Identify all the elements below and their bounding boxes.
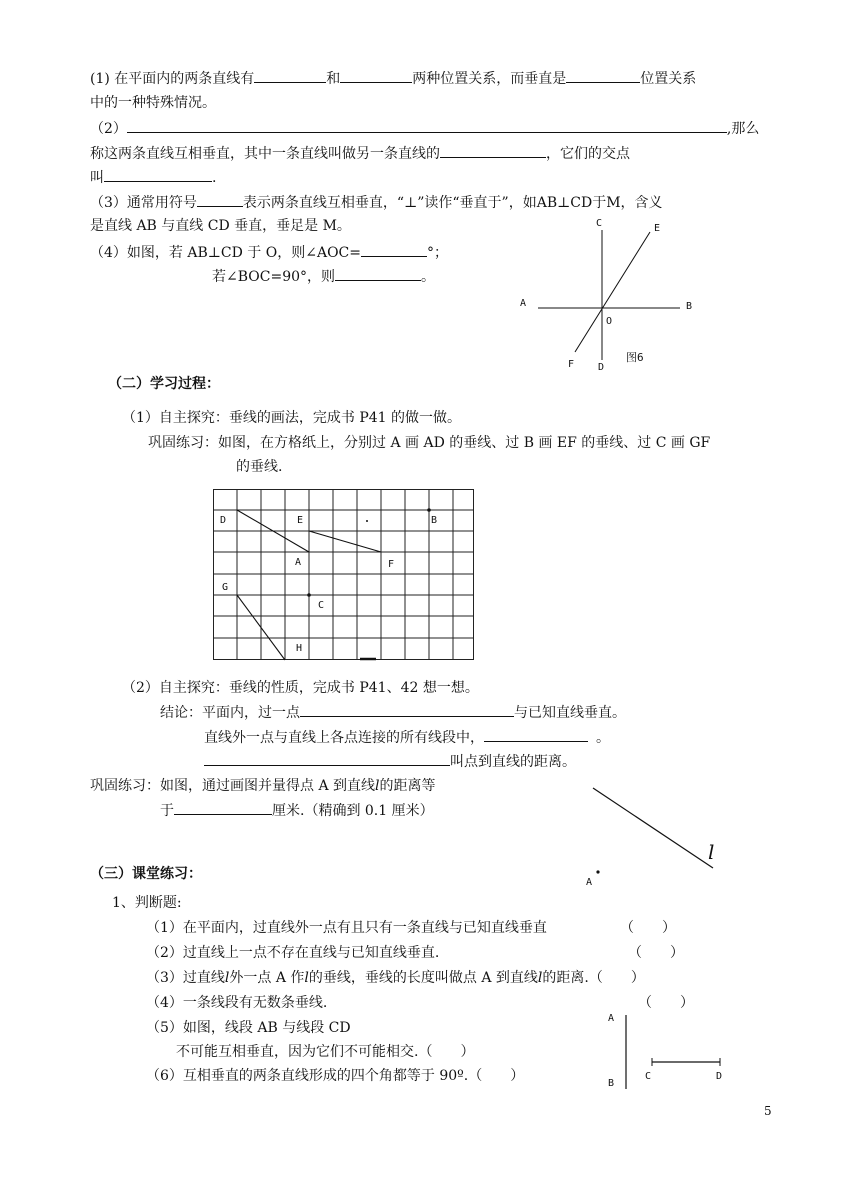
q3-line1 bbox=[90, 192, 663, 213]
q2-text-a: （2） bbox=[90, 121, 127, 137]
j1-text: （1）在平面内，过直线外一点有且只有一条直线与已知直线垂直 bbox=[146, 920, 547, 936]
seg-label-b: B bbox=[608, 1078, 615, 1089]
fig6-label-c: C bbox=[596, 218, 603, 229]
s2-p9-b: 厘米.（精确到 0.1 厘米） bbox=[272, 803, 434, 819]
q1-text-a: (1) 在平面内的两条直线有 bbox=[90, 71, 255, 87]
line-ef bbox=[575, 232, 650, 352]
q2-blank-1[interactable] bbox=[127, 118, 727, 133]
s2-p9 bbox=[160, 800, 434, 821]
q1-blank-1[interactable] bbox=[254, 68, 326, 83]
fig6-label-e: E bbox=[654, 223, 661, 234]
grid-label-a: A bbox=[295, 557, 302, 568]
segment-ef bbox=[309, 531, 381, 552]
s2-p8-l: l bbox=[375, 778, 380, 794]
s2-p5-b: 与已知直线垂直。 bbox=[514, 705, 626, 721]
q2-text-e: 叫 bbox=[90, 170, 104, 186]
seg-label-d: D bbox=[716, 1071, 723, 1082]
q4-text-d: 。 bbox=[421, 269, 436, 285]
s2-p8-b: 的距离等 bbox=[379, 778, 436, 794]
page-number: 5 bbox=[764, 1104, 772, 1118]
s2-p3: 的垂线. bbox=[236, 459, 283, 475]
grid-label-f: F bbox=[388, 559, 395, 570]
q3-text-b: 表示两条直线互相垂直，“⊥”读作“垂直于”，如AB⊥CD于M，含义 bbox=[242, 195, 663, 211]
j4-text: （4）一条线段有无数条垂线. bbox=[146, 995, 328, 1011]
q4-text-a: （4）如图，若 AB⊥CD 于 O，则∠AOC= bbox=[90, 245, 361, 261]
dot-mark bbox=[366, 520, 368, 522]
s2-p7-text: 叫点到直线的距离。 bbox=[450, 754, 576, 770]
j5-b: 不可能互相垂直，因为它们不可能相交. bbox=[176, 1044, 419, 1060]
q1-line1 bbox=[90, 68, 696, 89]
q4-blank-2[interactable] bbox=[335, 266, 421, 281]
q2-line3 bbox=[90, 167, 216, 188]
s2-p6-a: 直线外一点与直线上各点连接的所有线段中， bbox=[204, 730, 484, 746]
s2-p7 bbox=[204, 751, 576, 772]
s2-p4: （2）自主探究：垂线的性质，完成书 P41、42 想一想。 bbox=[122, 680, 479, 696]
j5-answer[interactable]: （ ） bbox=[418, 1044, 475, 1060]
s3-sub: 1、判断题: bbox=[112, 895, 182, 911]
line-l bbox=[593, 788, 713, 868]
q4-line1 bbox=[90, 242, 448, 263]
q2-text-f: . bbox=[212, 170, 217, 186]
j3-l2: l bbox=[304, 970, 309, 986]
j4-answer[interactable]: （ ） bbox=[638, 995, 694, 1011]
s2-p8 bbox=[90, 776, 436, 796]
j1-answer[interactable]: （ ） bbox=[620, 920, 676, 936]
j3-d: 的距离. bbox=[542, 970, 589, 986]
fig6-label-a: A bbox=[520, 298, 527, 309]
s2-p6-b: 。 bbox=[596, 730, 610, 746]
j3-text bbox=[146, 968, 645, 988]
fig6-label-o: O bbox=[606, 316, 613, 327]
s2-p5-a: 结论：平面内，过一点 bbox=[160, 705, 300, 721]
q2-text-b: ,那么 bbox=[726, 121, 760, 137]
grid-label-b: B bbox=[431, 515, 438, 526]
j6-answer[interactable]: （ ） bbox=[468, 1068, 525, 1084]
fig6-label-d: D bbox=[598, 362, 605, 373]
q1-text-c: 位置关系 bbox=[640, 71, 697, 87]
q2-text-c: 称这两条直线互相垂直，其中一条直线叫做另一条直线的 bbox=[90, 146, 440, 162]
line-l-label: l bbox=[708, 840, 715, 864]
j2-answer[interactable]: （ ） bbox=[628, 945, 684, 961]
s2-blank-3[interactable] bbox=[204, 751, 450, 766]
j3-l3: l bbox=[537, 970, 543, 986]
section3-title: （三）课堂练习： bbox=[90, 866, 202, 882]
q1-text-and: 和 bbox=[326, 71, 341, 87]
fig6-caption: 图6 bbox=[626, 351, 644, 364]
q1-blank-3[interactable] bbox=[566, 68, 640, 83]
q1-blank-2[interactable] bbox=[340, 68, 412, 83]
q2-text-d: ，它们的交点 bbox=[546, 146, 630, 162]
j3-l1: l bbox=[224, 970, 230, 986]
grid-label-h: H bbox=[296, 643, 303, 654]
grid-label-e: E bbox=[297, 515, 304, 526]
s2-p5 bbox=[160, 702, 626, 723]
grid-label-g: G bbox=[222, 582, 229, 593]
section2-title: （二）学习过程： bbox=[108, 376, 220, 392]
q3-line2: 是直线 AB 与直线 CD 垂直，垂足是 M。 bbox=[90, 218, 351, 234]
q4-text-b: °； bbox=[427, 245, 448, 261]
grid-label-c: C bbox=[318, 600, 325, 611]
s2-p9-a: 于 bbox=[160, 803, 174, 819]
q2-line1 bbox=[90, 118, 759, 139]
j3-c: 的垂线，垂线的长度叫做点 A 到直线 bbox=[308, 970, 538, 986]
s2-blank-2[interactable] bbox=[484, 727, 588, 742]
j6-text bbox=[146, 1066, 524, 1086]
fig6-label-b: B bbox=[686, 301, 693, 312]
j3-a: （3）过直线 bbox=[146, 970, 225, 986]
j2-text: （2）过直线上一点不存在直线与已知直线垂直. bbox=[146, 945, 440, 961]
fig6-label-f: F bbox=[568, 359, 575, 370]
q2-blank-3[interactable] bbox=[104, 167, 212, 182]
s2-p1: （1）自主探究：垂线的画法，完成书 P41 的做一做。 bbox=[122, 410, 462, 426]
q3-blank-1[interactable] bbox=[197, 192, 243, 207]
q1-text-b: 两种位置关系，而垂直是 bbox=[412, 71, 567, 87]
j5-text-a: （5）如图，线段 AB 与线段 CD bbox=[146, 1020, 351, 1036]
point-b bbox=[427, 508, 431, 512]
s2-blank-4[interactable] bbox=[174, 800, 272, 815]
seg-label-c: C bbox=[645, 1071, 652, 1082]
j3-answer[interactable]: （ ） bbox=[588, 970, 645, 986]
line-l-figure bbox=[585, 782, 735, 892]
j5-text-b bbox=[176, 1042, 474, 1062]
q1-line2: 中的一种特殊情况。 bbox=[90, 95, 216, 111]
s2-p6 bbox=[204, 727, 610, 748]
figure-6 bbox=[510, 212, 710, 377]
j3-b: 外一点 A 作 bbox=[229, 970, 305, 986]
q4-line2 bbox=[212, 266, 435, 287]
seg-label-a: A bbox=[608, 1013, 615, 1024]
q2-blank-2[interactable] bbox=[440, 143, 546, 158]
s2-blank-1[interactable] bbox=[300, 702, 514, 717]
point-a-dot bbox=[596, 870, 599, 873]
point-c bbox=[307, 593, 311, 597]
q2-line2 bbox=[90, 143, 630, 164]
grid-label-d: D bbox=[220, 515, 227, 526]
q4-blank-1[interactable] bbox=[361, 242, 427, 257]
segments-figure bbox=[600, 1005, 740, 1100]
point-a-label: A bbox=[586, 877, 593, 888]
s2-p2: 巩固练习：如图，在方格纸上，分别过 A 画 AD 的垂线、过 B 画 EF 的垂线、过 C 画 GF bbox=[148, 435, 711, 451]
s2-p8-a: 巩固练习：如图，通过画图并量得点 A 到直线 bbox=[90, 778, 376, 794]
q4-text-c: 若∠BOC=90°，则 bbox=[212, 269, 336, 285]
j6-a: （6）互相垂直的两条直线形成的四个角都等于 90º. bbox=[146, 1068, 469, 1084]
q3-text-a: （3）通常用符号 bbox=[90, 195, 197, 211]
